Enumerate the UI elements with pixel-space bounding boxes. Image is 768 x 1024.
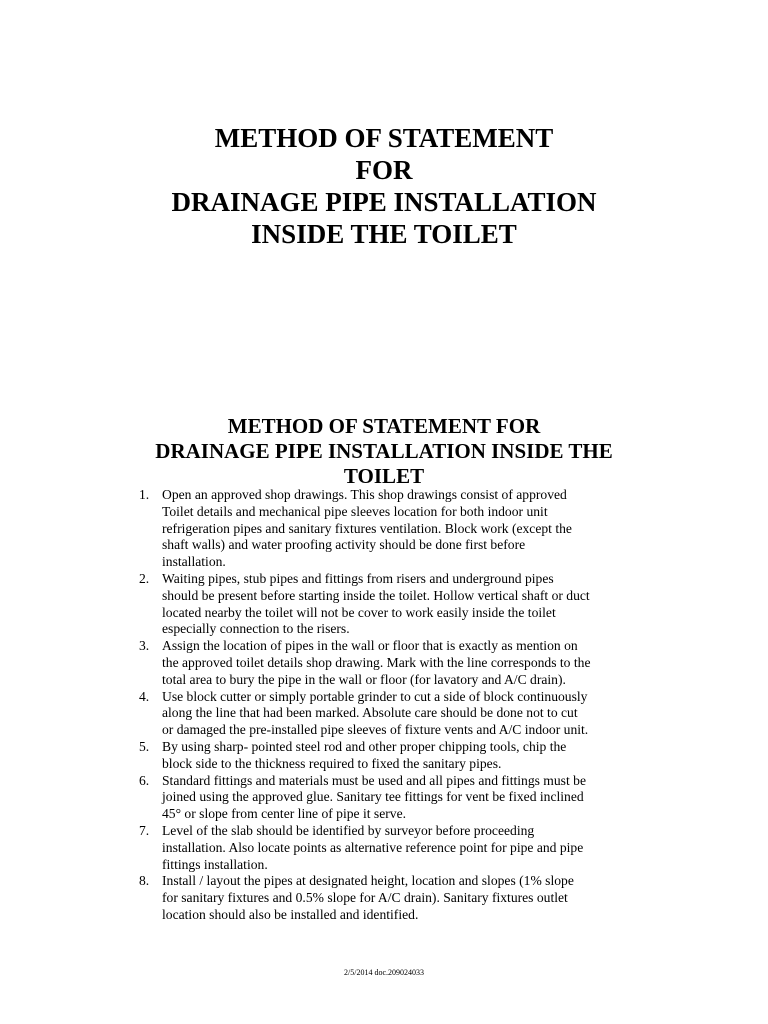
page-footer: 2/5/2014 doc.209024033 bbox=[344, 968, 424, 977]
cover-title-line: DRAINAGE PIPE INSTALLATION bbox=[171, 187, 597, 217]
step-text-line: Toilet details and mechanical pipe sleeves location for both indoor unit bbox=[162, 503, 548, 519]
step-text-line: Install / layout the pipes at designated height, location and slopes (1% slope bbox=[162, 873, 574, 889]
step-text-line: Open an approved shop drawings. This shop drawings consist of approved bbox=[162, 487, 567, 502]
list-item bbox=[0, 739, 662, 773]
step-text-line: installation. Also locate points as alternative reference point for pipe and pipe bbox=[162, 839, 584, 855]
cover-title-line: METHOD OF STATEMENT bbox=[214, 123, 554, 153]
step-text-line: refrigeration pipes and sanitary fixtures ventilation. Block work (except the bbox=[162, 520, 572, 536]
step-number: 2. bbox=[139, 570, 150, 586]
list-item bbox=[0, 487, 662, 571]
step-text-line: should be present before starting inside the toilet. Hollow vertical shaft or duct bbox=[162, 587, 590, 603]
section-title-line: METHOD OF STATEMENT FOR bbox=[227, 414, 541, 438]
list-item bbox=[0, 638, 662, 688]
step-text-line: for sanitary fixtures and 0.5% slope for A/C drain). Sanitary fixtures outlet bbox=[162, 890, 568, 906]
section-title-line: DRAINAGE PIPE INSTALLATION INSIDE THE bbox=[155, 439, 613, 463]
cover-title-line: FOR bbox=[355, 155, 413, 185]
step-text-line: Level of the slab should be identified by surveyor before proceeding bbox=[162, 822, 535, 838]
step-text-line: block side to the thickness required to fixed the sanitary pipes. bbox=[162, 755, 502, 771]
step-text-line: Use block cutter or simply portable grinder to cut a side of block continuously bbox=[162, 688, 588, 704]
step-text-line: Assign the location of pipes in the wall or floor that is exactly as mention on bbox=[162, 638, 578, 654]
cover-title-line: INSIDE THE TOILET bbox=[251, 219, 517, 249]
step-text-line: location should also be installed and identified. bbox=[162, 906, 419, 922]
step-number: 8. bbox=[139, 873, 150, 889]
step-text-line: Standard fittings and materials must be used and all pipes and fittings must be bbox=[162, 772, 586, 788]
step-text-line: especially connection to the risers. bbox=[162, 621, 350, 637]
list-item bbox=[0, 823, 662, 873]
step-number: 3. bbox=[139, 638, 150, 654]
list-item bbox=[0, 689, 662, 739]
list-item bbox=[0, 571, 662, 638]
step-text-line: along the line that had been marked. Absolute care should be done not to cut bbox=[162, 705, 578, 721]
step-text-line: fittings installation. bbox=[162, 856, 268, 872]
step-text-line: Waiting pipes, stub pipes and fittings from risers and underground pipes bbox=[162, 570, 554, 586]
section-title bbox=[0, 414, 768, 489]
steps-list bbox=[0, 487, 768, 924]
step-number: 1. bbox=[139, 487, 150, 502]
step-text-line: installation. bbox=[162, 554, 226, 570]
list-item bbox=[0, 773, 662, 823]
step-text-line: 45° or slope from center line of pipe it serve. bbox=[162, 806, 407, 822]
step-number: 7. bbox=[139, 822, 150, 838]
step-text-line: shaft walls) and water proofing activity should be done first before bbox=[162, 537, 526, 553]
cover-title bbox=[0, 122, 768, 250]
list-item bbox=[0, 873, 662, 923]
step-number: 4. bbox=[139, 688, 150, 704]
step-number: 5. bbox=[139, 738, 150, 754]
step-text-line: located nearby the toilet will not be cover to work easily inside the toilet bbox=[162, 604, 556, 620]
step-text-line: the approved toilet details shop drawing. Mark with the line corresponds to the bbox=[162, 654, 591, 670]
section-title-line: TOILET bbox=[343, 464, 425, 488]
step-text-line: joined using the approved glue. Sanitary tee fittings for vent be fixed inclined bbox=[162, 789, 584, 805]
step-text-line: or damaged the pre-installed pipe sleeves of fixture vents and A/C indoor unit. bbox=[162, 722, 589, 738]
step-text-line: By using sharp- pointed steel rod and other proper chipping tools, chip the bbox=[162, 738, 567, 754]
step-text-line: total area to bury the pipe in the wall or floor (for lavatory and A/C drain). bbox=[162, 671, 566, 687]
step-number: 6. bbox=[139, 772, 150, 788]
